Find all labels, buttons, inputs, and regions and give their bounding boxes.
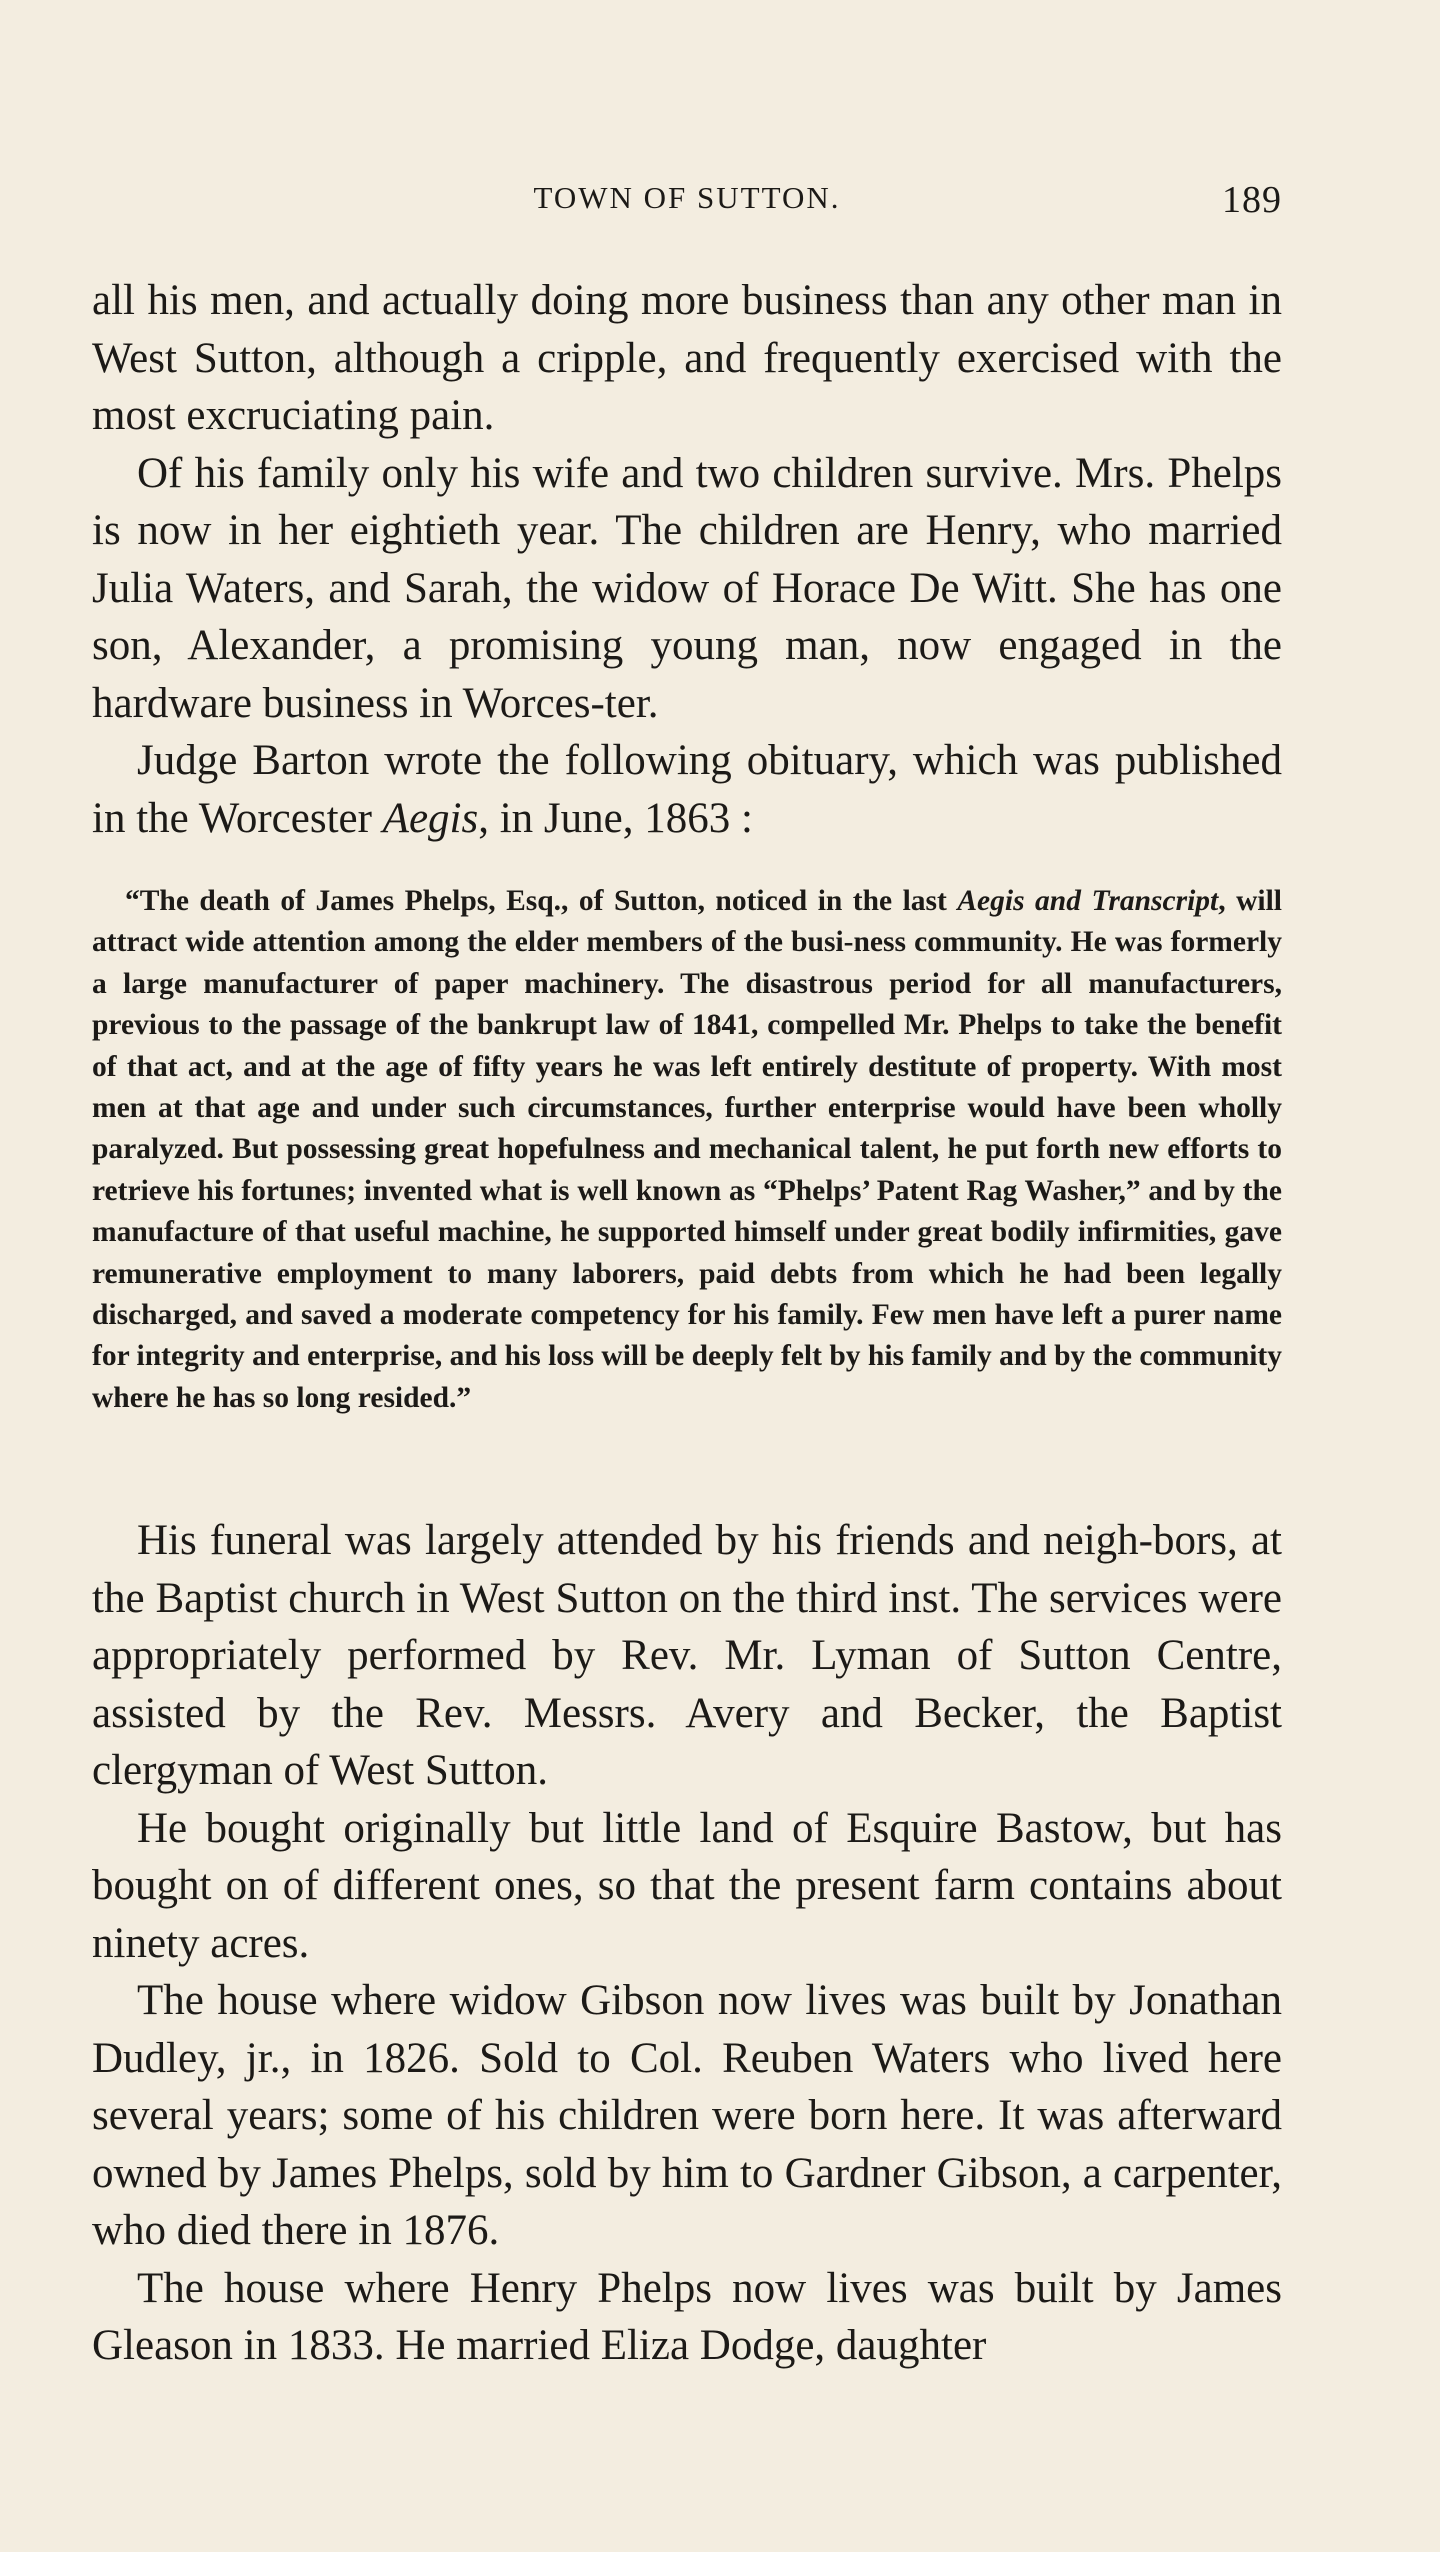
newspaper-title: Aegis	[382, 794, 479, 842]
paragraph-gibson-house: The house where widow Gibson now lives was built by Jonathan Dudley, jr., in 1826. Sold to Col. Reuben Waters who lived here several years; some of his children were born here. It was afterward owned by James Phelps, sold by him to Gardner Gibson, a carpenter, who died there in 1876.	[92, 1977, 1282, 2254]
text-block-top	[92, 272, 1282, 847]
page-number: 189	[1222, 179, 1282, 221]
quote-newspaper-title: Aegis and Transcript	[957, 885, 1219, 917]
obituary-intro-text: Judge Barton wrote the following obituary, which was published in the Worcester	[92, 737, 1282, 842]
paragraph-continuation: all his men, and actually doing more business than any other man in West Sutton, although a cripple, and frequently exercised with the most excruciating pain.	[92, 277, 1282, 439]
running-title: TOWN OF SUTTON.	[533, 180, 841, 215]
text-block-bottom	[92, 1512, 1282, 2375]
paragraph-funeral: His funeral was largely attended by his friends and neigh-bors, at the Baptist church in West Sutton on the third inst. The services were appropriately performed by Rev. Mr. Lyman of Sutton Centre, assisted by the Rev. Messrs. Avery and Becker, the Baptist clergyman of West Sutton.	[92, 1517, 1282, 1794]
obituary-intro-date: , in June, 1863 :	[478, 794, 753, 842]
quote-paragraph	[92, 881, 1282, 1419]
paragraph-obituary-intro	[92, 732, 1282, 847]
quote-body: , will attract wide attention among the elder members of the busi-ness community. He was formerly a large manufacturer of paper machinery. The disastrous period for all manufacturers, previous to the passage of the bankrupt law of 1841, compelled Mr. Phelps to take the benefit of that act, and at the age of fifty years he was left entirely destitute of property. With most men at that age and under such circumstances, further enterprise would have been wholly paralyzed. But possessing great hopefulness and mechanical talent, he put forth new efforts to retrieve his fortunes; invented what is well known as “Phelps’ Patent Rag Washer,” and by the manufacture of that useful machine, he supported himself under great bodily infirmities, gave remunerative employment to many laborers, paid debts from which he had been legally discharged, and saved a moderate competency for his family. Few men have left a purer name for integrity and enterprise, and his loss will be deeply felt by his family and by the community where he has so long resided.”	[92, 885, 1282, 1414]
paragraph-land: He bought originally but little land of Esquire Bastow, but has bought on of different ones, so that the present farm contains about ninety acres.	[92, 1804, 1282, 1967]
obituary-quote	[92, 881, 1282, 1419]
paragraph-family: Of his family only his wife and two children survive. Mrs. Phelps is now in her eightieth year. The children are Henry, who married Julia Waters, and Sarah, the widow of Horace De Witt. She has one son, Alexander, a promising young man, now engaged in the hardware business in Worces-ter.	[92, 449, 1282, 727]
quote-opening: “The death of James Phelps, Esq., of Sutton, noticed in the last	[125, 885, 958, 917]
paragraph-phelps-house: The house where Henry Phelps now lives was built by James Gleason in 1833. He married Eliza Dodge, daughter	[92, 2264, 1282, 2369]
running-header	[92, 178, 1282, 222]
